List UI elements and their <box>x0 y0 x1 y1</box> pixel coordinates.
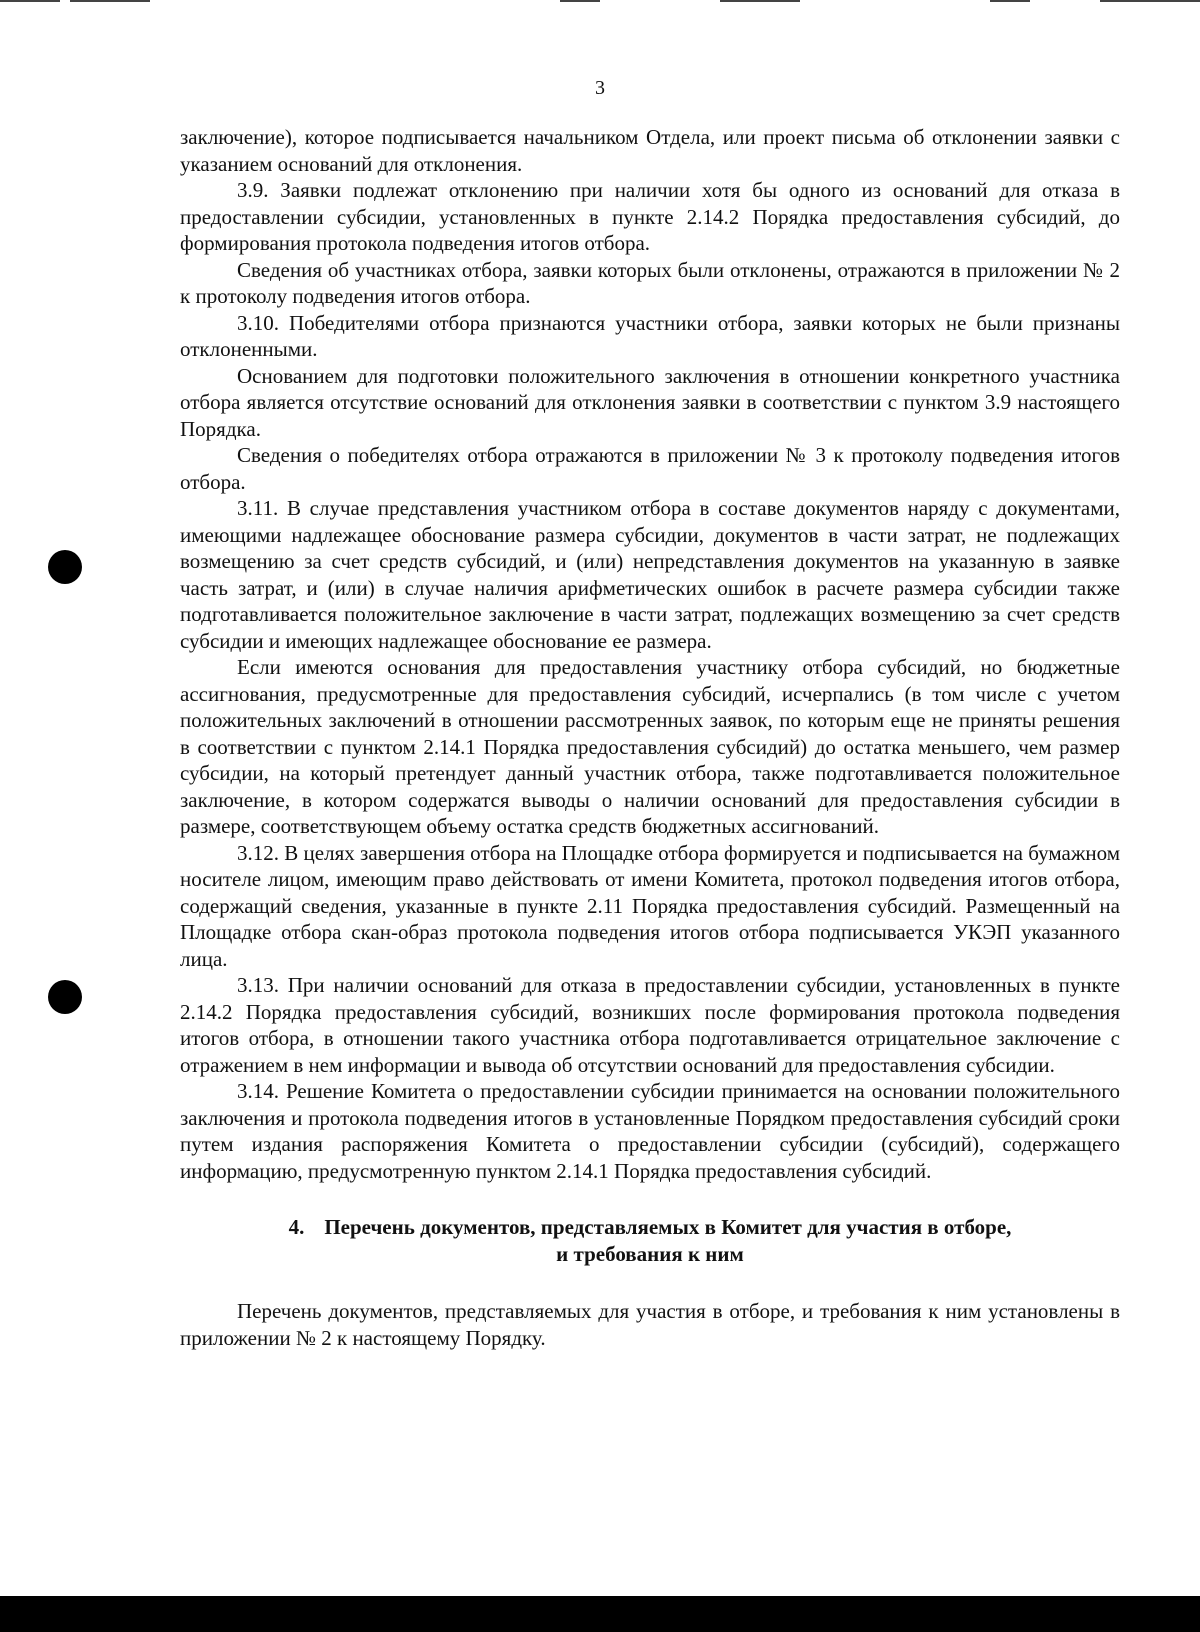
section-title-line1: Перечень документов, представляемых в Комитет для участия в отборе, <box>324 1215 1012 1239</box>
paragraph-3-9: 3.9. Заявки подлежат отклонению при наличии хотя бы одного из оснований для отказа в предоставлении субсидии, установленных в пункте 2.14.2 Порядка предоставления субсидий, до формирования протокола подведения итогов отбора. <box>180 178 1120 255</box>
paragraph: Сведения об участниках отбора, заявки которых были отклонены, отражаются в приложении № 2 к протоколу подведения итогов отбора. <box>180 257 1120 308</box>
paragraph: Если имеются основания для предоставления участнику отбора субсидий, но бюджетные ассигнования, предусмотренные для предоставления субсидий, исчерпались (в том числе с учетом положительных заключений в отношении рассмотренных заявок, по которым еще не приняты решения в соответствии с пунктом 2.14.1 Порядка предоставления субсидий) до остатка меньшего, чем размер субсидии, на который претендует данный участник отбора, также подготавливается положительное заключение, в котором содержатся выводы о наличии оснований для предоставления субсидии в размере, соответствующем объему остатка средств бюджетных ассигнований. <box>180 655 1120 838</box>
scan-edge-mark <box>990 0 1030 2</box>
punch-hole <box>48 980 82 1014</box>
paragraph-3-10: 3.10. Победителями отбора признаются участники отбора, заявки которых не были признаны отклоненными. <box>180 310 1120 361</box>
section-heading <box>180 1214 1120 1267</box>
scan-top-edge-marks <box>0 0 1200 6</box>
section-body: Перечень документов, представляемых для участия в отборе, и требования к ним установлены в приложении № 2 к настоящему Порядку. <box>180 1299 1120 1350</box>
section-title-line2: и требования к ним <box>556 1241 744 1266</box>
scan-edge-mark <box>720 0 800 2</box>
paragraph-3-14: 3.14. Решение Комитета о предоставлении субсидии принимается на основании положительного заключения и протокола подведения итогов в установленные Порядком предоставления субсидий сроки путем издания распоряжения Комитета о предоставлении субсидии (субсидий), содержащего информацию, предусмотренную пунктом 2.14.1 Порядка предоставления субсидий. <box>180 1079 1120 1183</box>
paragraph-3-11: 3.11. В случае представления участником отбора в составе документов наряду с документами, имеющими надлежащее обоснование размера субсидии, документов в части затрат, не подлежащих возмещению за счет средств субсидий, и (или) непредставления документов на указанную в заявке часть затрат, и (или) в случае наличия арифметических ошибок в расчете размера субсидии также подготавливается положительное заключение в части затрат, подлежащих возмещению за счет средств субсидии и имеющих надлежащее обоснование ее размера. <box>180 496 1120 653</box>
scan-edge-mark <box>70 0 150 2</box>
scan-bottom-edge <box>0 1596 1200 1632</box>
scan-edge-mark <box>1100 0 1200 2</box>
punch-hole <box>48 550 82 584</box>
scan-edge-mark <box>560 0 600 2</box>
paragraph: Сведения о победителях отбора отражаются в приложении № 3 к протоколу подведения итогов отбора. <box>180 443 1120 494</box>
paragraph-3-12: 3.12. В целях завершения отбора на Площадке отбора формируется и подписывается на бумажном носителе лицом, имеющим право действовать от имени Комитета, протокол подведения итогов отбора, содержащий сведения, указанные в пункте 2.11 Порядка предоставления субсидий. Размещенный на Площадке отбора скан-образ протокола подведения итогов отбора подписывается УКЭП указанного лица. <box>180 840 1120 971</box>
paragraph-3-13: 3.13. При наличии оснований для отказа в предоставлении субсидии, установленных в пункте 2.14.2 Порядка предоставления субсидий, возникших после формирования протокола подведения итогов отбора, в отношении такого участника отбора подготавливается отрицательное заключение с отражением в нем информации и вывода об отсутствии оснований для предоставления субсидии. <box>180 973 1120 1077</box>
page-number: 3 <box>595 77 605 99</box>
paragraph: Основанием для подготовки положительного заключения в отношении конкретного участника отбора является отсутствие оснований для отклонения заявки в соответствии с пунктом 3.9 настоящего Порядка. <box>180 363 1120 441</box>
scan-edge-mark <box>0 0 60 2</box>
paragraph: заключение), которое подписывается начальником Отдела, или проект письма об отклонении заявки с указанием оснований для отклонения. <box>180 125 1120 176</box>
section-number: 4. <box>288 1215 305 1239</box>
document-body <box>180 124 1120 1351</box>
